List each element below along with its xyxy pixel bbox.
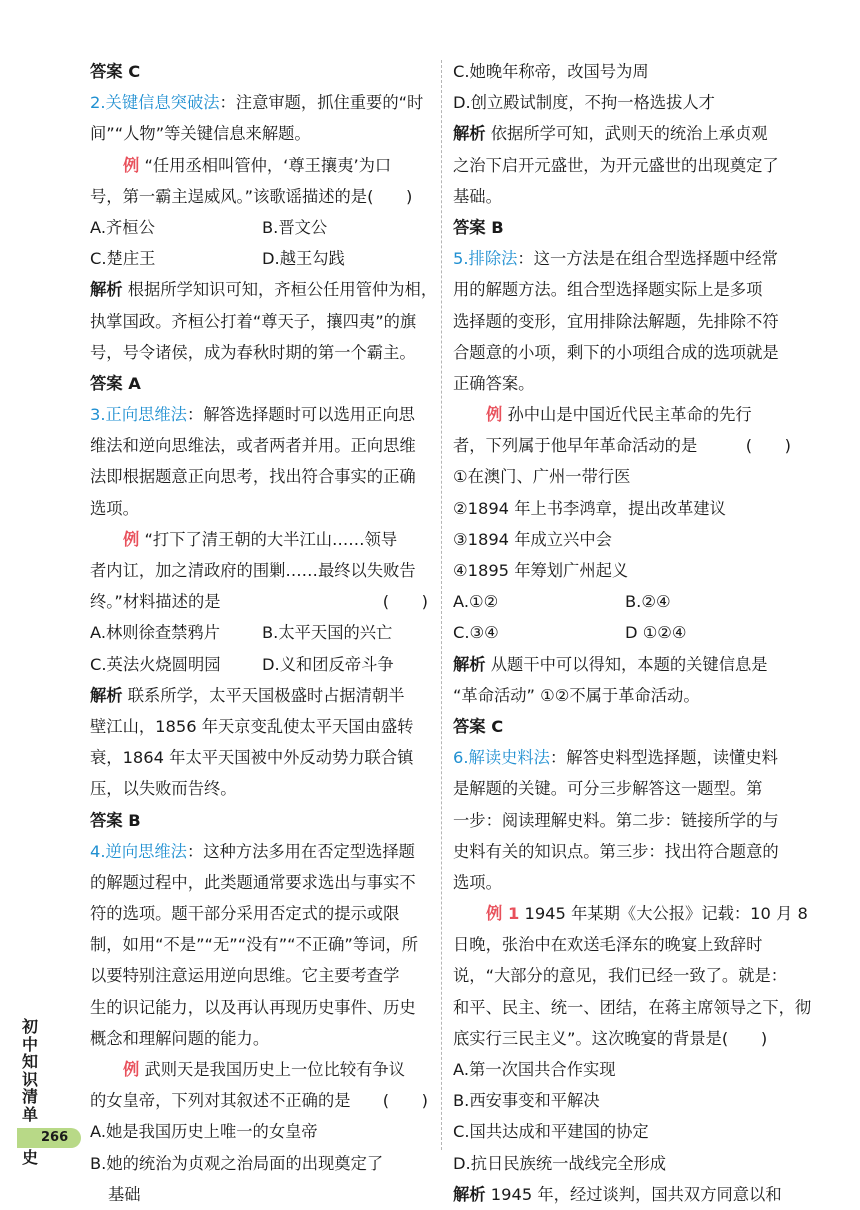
- method-heading: 4.逆向思维法: [90, 841, 187, 861]
- text-line: C.她晚年称帝，改国号为周: [453, 62, 649, 81]
- analysis-line: [90, 680, 432, 711]
- analysis-label: 解析: [453, 654, 486, 674]
- left-column: [90, 56, 438, 1210]
- example-line: [90, 524, 432, 555]
- text-span: “任用丞相叫管仲，‘尊王攘夷’为口: [144, 155, 392, 175]
- text-line: 压，以失败而告终。: [90, 779, 237, 799]
- text-line: 和平、民主、统一、团结，在蒋主席领导之下，彻: [453, 997, 812, 1017]
- text-span: 根据所学知识可知，齐桓公任用管仲为相，: [127, 280, 438, 300]
- text-line: 基础: [108, 1184, 141, 1204]
- option: A.齐桓公: [90, 217, 155, 237]
- text-line: 法即根据题意正向思考，找出符合事实的正确: [90, 467, 416, 487]
- analysis-label: 解析: [453, 1184, 486, 1204]
- text-span: 1945 年，经过谈判，国共双方同意以和: [490, 1184, 782, 1204]
- text-line: A.她是我国历史上唯一的女皇帝: [90, 1122, 318, 1142]
- example-line: [90, 1054, 432, 1085]
- option: B.晋文公: [262, 217, 328, 237]
- answer-line: 答案 B: [453, 217, 504, 237]
- text-line: 选项。: [90, 498, 139, 518]
- method-heading: 3.正向思维法: [90, 405, 187, 425]
- text-span: ：这一方法是在组合型选择题中经常: [517, 249, 778, 269]
- options-row: [90, 243, 432, 274]
- text-span: 武则天是我国历史上一位比较有争议: [144, 1060, 405, 1079]
- text-line: 生的识记能力，以及再认再现历史事件、历史: [90, 997, 416, 1017]
- text-line: “革命活动” ①②不属于革命活动。: [453, 685, 700, 705]
- text-line: 选项。: [453, 872, 502, 892]
- analysis-line: [90, 274, 438, 305]
- option: B.太平天国的兴亡: [262, 623, 393, 643]
- option: A.林则徐查禁鸦片: [90, 623, 220, 643]
- text-span: 终。”材料描述的是: [90, 592, 221, 612]
- side-label-char: 知: [21, 1052, 38, 1071]
- answer-blank: ( ): [382, 592, 428, 612]
- option: D.义和团反帝斗争: [262, 654, 394, 674]
- option: D.越王勾践: [262, 249, 345, 269]
- example-line: [90, 150, 432, 181]
- text-line: ①在澳门、广州一带行医: [453, 467, 631, 487]
- text-line: ④1895 年筹划广州起义: [453, 561, 629, 580]
- text-span: 联系所学，太平天国极盛时占据清朝半: [127, 685, 405, 705]
- text-line: 基础。: [453, 186, 502, 206]
- text-line: 以要特别注意运用逆向思维。它主要考查学: [90, 966, 400, 986]
- side-label-char: 清: [21, 1087, 38, 1106]
- analysis-line: [453, 649, 795, 680]
- text-line: C.国共达成和平建国的协定: [453, 1122, 649, 1142]
- text-span: 1945 年某期《大公报》记载：10 月 8: [524, 904, 808, 924]
- text-line: 用的解题方法。组合型选择题实际上是多项: [453, 280, 763, 300]
- options-row: [453, 617, 795, 648]
- answer-line: 答案 C: [90, 62, 141, 81]
- option: B.②④: [625, 592, 671, 612]
- side-label-char: 初: [21, 1017, 38, 1036]
- text-span: ：这种方法多用在否定型选择题: [186, 841, 415, 861]
- example-label: 例: [123, 1060, 140, 1079]
- text-line: 日晚，张治中在欢送毛泽东的晚宴上致辞时: [453, 935, 763, 955]
- text-line: 间”“人物”等关键信息来解题。: [90, 124, 311, 144]
- text-line: 史料有关的知识点。第三步：找出符合题意的: [453, 841, 779, 861]
- answer-line: 答案 C: [453, 716, 504, 736]
- analysis-line: [453, 1179, 795, 1210]
- option: D ①②④: [625, 623, 687, 643]
- text-line: 选择题的变形，宜用排除法解题，先排除不符: [453, 311, 779, 331]
- text-line: B.她的统治为贞观之治局面的出现奠定了: [90, 1153, 384, 1173]
- example-label: 例 1: [486, 904, 520, 924]
- text-line: [453, 430, 795, 461]
- text-line: 一步：阅读理解史料。第二步：链接所学的与: [453, 810, 779, 830]
- answer-blank: ( ): [382, 1091, 428, 1111]
- text-line: 壁江山，1856 年天京变乱使太平天国由盛转: [90, 716, 414, 736]
- text-line: 号，号令诸侯，成为春秋时期的第一个霸主。: [90, 342, 416, 362]
- example-label: 例: [123, 529, 140, 549]
- text-line: 者内讧，加之清政府的围剿……最终以失败告: [90, 561, 416, 580]
- option: C.③④: [453, 623, 499, 643]
- text-line: A.第一次国共合作实现: [453, 1060, 616, 1079]
- analysis-line: [453, 118, 795, 149]
- option: C.楚庄王: [90, 249, 156, 269]
- text-span: “打下了清王朝的大半江山……领导: [144, 529, 398, 549]
- text-line: 之治下启开元盛世，为开元盛世的出现奠定了: [453, 155, 779, 175]
- column-divider: [441, 60, 442, 1150]
- text-line: ②1894 年上书李鸿章，提出改革建议: [453, 498, 726, 518]
- options-row: [90, 617, 432, 648]
- text-line: 说，“大部分的意见，我们已经一致了。就是：: [453, 966, 788, 986]
- analysis-label: 解析: [90, 685, 123, 705]
- method-heading-line: [90, 87, 432, 118]
- options-row: [453, 586, 795, 617]
- method-heading: 5.排除法: [453, 249, 518, 269]
- text-line: [90, 1085, 432, 1116]
- option: A.①②: [453, 592, 499, 612]
- text-span: ：解答选择题时可以选用正向思: [186, 405, 415, 425]
- text-line: D.创立殿试制度，不拘一格选拔人才: [453, 93, 715, 113]
- options-row: [90, 212, 432, 243]
- example-line: [453, 399, 795, 430]
- text-span: ：解答史料型选择题，读懂史料: [549, 748, 778, 768]
- text-line: ③1894 年成立兴中会: [453, 529, 612, 549]
- answer-blank: ( ): [745, 436, 791, 456]
- text-line: 衰，1864 年太平天国被中外反动势力联合镇: [90, 748, 414, 768]
- options-row: [90, 649, 432, 680]
- text-line: 概念和理解问题的能力。: [90, 1028, 270, 1048]
- answer-line: 答案 B: [90, 810, 141, 830]
- text-line: 制，如用“不是”“无”“没有”“不正确”等词，所: [90, 935, 418, 955]
- text-line: D.抗日民族统一战线完全形成: [453, 1153, 667, 1173]
- method-heading: 2.关键信息突破法: [90, 93, 220, 113]
- method-heading-line: [90, 399, 432, 430]
- text-line: [90, 586, 432, 617]
- side-label-char: 单: [21, 1104, 38, 1124]
- text-line: 合题意的小项，剩下的小项组合成的选项就是: [453, 342, 779, 362]
- text-span: 者，下列属于他早年革命活动的是: [453, 436, 698, 456]
- analysis-label: 解析: [453, 124, 486, 144]
- text-line: 正确答案。: [453, 373, 535, 393]
- method-heading-line: [453, 243, 795, 274]
- example-label: 例: [123, 155, 140, 175]
- text-span: 的女皇帝，下列对其叙述不正确的是: [90, 1091, 351, 1111]
- side-label-char: 中: [21, 1034, 38, 1054]
- text-line: 底实行三民主义”。这次晚宴的背景是( ): [453, 1028, 768, 1048]
- option: C.英法火烧圆明园: [90, 654, 221, 674]
- text-line: 维法和逆向思维法，或者两者并用。正向思维: [90, 436, 416, 456]
- text-span: 从题干中可以得知，本题的关键信息是: [490, 654, 768, 674]
- answer-line: 答案 A: [90, 373, 141, 393]
- analysis-label: 解析: [90, 280, 123, 300]
- text-line: B.西安事变和平解决: [453, 1091, 600, 1111]
- text-line: 符的选项。题干部分采用否定式的提示或限: [90, 904, 400, 924]
- text-line: 是解题的关键。可分三步解答这一题型。第: [453, 779, 763, 799]
- text-line: 执掌国政。齐桓公打着“尊天子，攘四夷”的旗: [90, 311, 417, 331]
- text-line: 的解题过程中，此类题通常要求选出与事实不: [90, 872, 416, 892]
- example-line: [453, 898, 808, 929]
- text-span: ：注意审题，抓住重要的“时: [219, 93, 424, 113]
- right-column: [453, 56, 812, 1210]
- text-line: 号，第一霸主逞威风。”该歌谣描述的是( ): [90, 186, 413, 206]
- side-label-char: 史: [21, 1147, 38, 1167]
- method-heading: 6.解读史料法: [453, 748, 550, 768]
- text-span: 依据所学可知，武则天的统治上承贞观: [490, 124, 768, 144]
- example-label: 例: [486, 405, 503, 425]
- method-heading-line: [90, 836, 432, 867]
- method-heading-line: [453, 742, 795, 773]
- page-number: 266: [17, 1128, 81, 1148]
- text-span: 孙中山是中国近代民主革命的先行: [507, 405, 752, 425]
- side-label-char: 识: [21, 1069, 38, 1089]
